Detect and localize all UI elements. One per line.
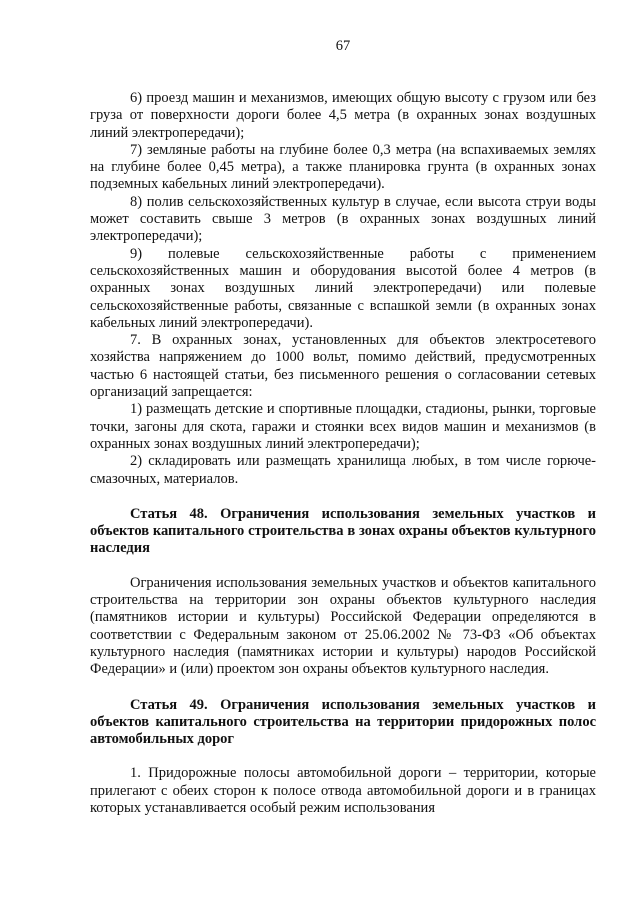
paragraph-item-8: 8) полив сельскохозяйственных культур в случае, если высота струи воды может составить свыше 3 метров (в охранных зонах воздушных линий электропередачи); [90, 193, 596, 245]
spacer [90, 488, 596, 506]
spacer [90, 679, 596, 697]
spacer [90, 748, 596, 765]
paragraph-clause-7-item-2: 2) складировать или размещать хранилища любых, в том числе горюче-смазочных, материалов. [90, 453, 596, 487]
article-48-paragraph: Ограничения использования земельных участков и объектов капитального строительства на территории зон охраны объектов культурного наследия (памятников истории и культуры) Российской Федерации определяются в соответствии с Федеральным законом от 25.06.2002 № 73-ФЗ «Об объектах культурного наследия (памятниках истории и культуры) народов Российской Федерации» и (или) проектом зон охраны объектов культурного наследия. [90, 574, 596, 678]
article-49-heading: Статья 49. Ограничения использования земельных участков и объектов капитального строительства на территории придорожных полос автомобильных дорог [90, 696, 596, 748]
document-body [90, 90, 596, 817]
spacer [90, 558, 596, 575]
paragraph-item-7: 7) земляные работы на глубине более 0,3 метра (на вспахиваемых землях на глубине более 0,45 метра), а также планировка грунта (в охранных зонах подземных кабельных линий электропередачи). [90, 141, 596, 193]
article-48-heading: Статья 48. Ограничения использования земельных участков и объектов капитального строительства в зонах охраны объектов культурного наследия [90, 505, 596, 557]
paragraph-item-6: 6) проезд машин и механизмов, имеющих общую высоту с грузом или без груза от поверхности дороги более 4,5 метра (в охранных зонах воздушных линий электропередачи); [90, 90, 596, 141]
article-49-paragraph: 1. Придорожные полосы автомобильной дороги – территории, которые прилегают с обеих сторон к полосе отвода автомобильной дороги и в границах которых устанавливается особый режим использования [90, 765, 596, 816]
paragraph-clause-7-item-1: 1) размещать детские и спортивные площадки, стадионы, рынки, торговые точки, загоны для скота, гаражи и стоянки всех видов машин и механизмов (в охранных зонах воздушных линий электропередачи); [90, 401, 596, 452]
page-number: 67 [335, 38, 351, 54]
paragraph-clause-7: 7. В охранных зонах, установленных для объектов электросетевого хозяйства напряжением до 1000 вольт, помимо действий, предусмотренных частью 6 настоящей статьи, без письменного решения о согласовании сетевых организаций запрещается: [90, 332, 596, 401]
paragraph-item-9: 9) полевые сельскохозяйственные работы с применением сельскохозяйственных машин и оборудования высотой более 4 метров (в охранных зонах воздушных линий электропередачи) или полевые сельскохозяйственные работы, связанные с вспашкой земли (в охранных зонах кабельных линий электропередачи). [90, 245, 596, 331]
